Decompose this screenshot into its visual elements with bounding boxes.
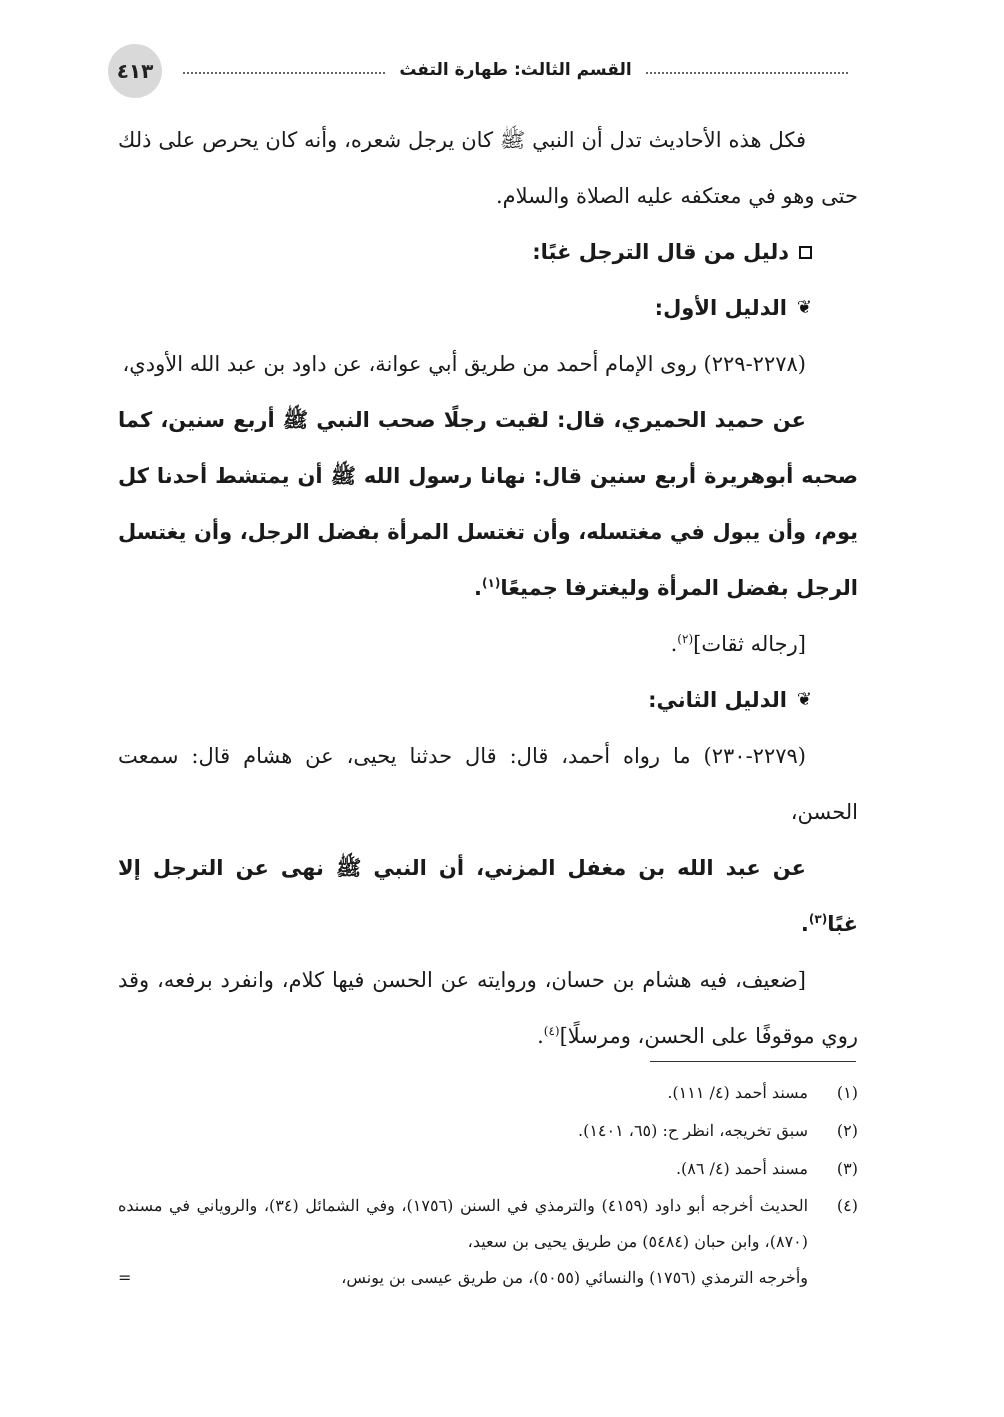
proof-heading bbox=[118, 280, 858, 336]
hadith-chain: (٢٢٧٩-٢٣٠) ما رواه أحمد، قال: قال حدثنا يحيى، عن هشام قال: سمعت الحسن، bbox=[118, 744, 858, 824]
section-heading bbox=[118, 224, 858, 280]
footnote-number: (٢) bbox=[836, 1121, 858, 1140]
continues-mark: = bbox=[118, 1268, 132, 1287]
footnote-continuation-text: وأخرجه الترمذي (١٧٥٦) والنسائي (٥٠٥٥)، من طريق عيسى بن يونس، bbox=[341, 1268, 808, 1287]
grading-text: [ضعيف، فيه هشام بن حسان، وروايته عن الحسن فيها كلام، وانفرد برفعه، وقد روي موقوفًا على الحسن، ومرسلًا] bbox=[118, 968, 858, 1048]
footnote-ref[interactable]: (٣) bbox=[808, 912, 828, 926]
checkbox-square-icon bbox=[799, 246, 812, 259]
running-header bbox=[183, 56, 848, 84]
leaf-ornament-icon: ❦ bbox=[796, 297, 812, 318]
proof-heading bbox=[118, 672, 858, 728]
footnote-ref[interactable]: (٤) bbox=[543, 1024, 560, 1038]
leaf-ornament-icon: ❦ bbox=[796, 689, 812, 710]
page-number-badge: ٤١٣ bbox=[108, 44, 162, 98]
footnote-divider bbox=[650, 1061, 856, 1062]
chapter-title: القسم الثالث: طهارة التفث bbox=[399, 60, 632, 80]
grading-note: [ضعيف، فيه هشام بن حسان، وروايته عن الحسن فيها كلام، وانفرد برفعه، وقد روي موقوفًا على الحسن، ومرسلًا]$^{(٤)}$. bbox=[118, 968, 858, 1048]
grading-note: [رجاله ثقات]$^{(٢)}$. bbox=[670, 632, 806, 656]
footnote-number: (٣) bbox=[836, 1159, 858, 1178]
footnote-item bbox=[118, 1112, 858, 1150]
header-dots-right bbox=[646, 72, 848, 74]
footnote-continuation bbox=[118, 1260, 858, 1296]
footnote-text: مسند أحمد (٤/ ٨٦). bbox=[675, 1159, 808, 1178]
footnote-number: (٤) bbox=[836, 1196, 858, 1215]
paragraph: فكل هذه الأحاديث تدل أن النبي ﷺ كان يرجل شعره، وأنه كان يحرص على ذلك حتى وهو في معتكفه عليه الصلاة والسلام. bbox=[118, 128, 858, 208]
proof-heading-text: الدليل الأول: bbox=[654, 296, 787, 320]
grading-text: [رجاله ثقات] bbox=[693, 632, 806, 656]
footnote-text: مسند أحمد (٤/ ١١١). bbox=[667, 1083, 808, 1102]
hadith-body: عن عبد الله بن مغفل المزني، أن النبي ﷺ نهى عن الترجل إلا غبًا bbox=[118, 856, 858, 936]
page-header bbox=[108, 44, 848, 104]
hadith-body: عن حميد الحميري، قال: لقيت رجلًا صحب النبي ﷺ أربع سنين، كما صحبه أبوهريرة أربع سنين قال: نهانا رسول الله ﷺ أن يمتشط أحدنا كل يوم، وأن يبول في مغتسله، وأن تغتسل المرأة بفضل الرجل، وأن يغتسل الرجل بفضل المرأة وليغترفا جميعًا bbox=[118, 408, 858, 600]
main-text bbox=[118, 112, 858, 1064]
footnote-item bbox=[118, 1150, 858, 1188]
footnote-text: سبق تخريجه، انظر ح: (٦٥، ١٤٠١). bbox=[577, 1121, 808, 1140]
section-heading-text: دليل من قال الترجل غبًا: bbox=[532, 240, 789, 264]
hadith-text: عن عبد الله بن مغفل المزني، أن النبي ﷺ نهى عن الترجل إلا غبًا$^{(٣)}$. bbox=[118, 856, 858, 936]
footnote-text: الحديث أخرجه أبو داود (٤١٥٩) والترمذي في السنن (١٧٥٦)، وفي الشمائل (٣٤)، والروياني في مسنده (٨٧٠)، وابن حبان (٥٤٨٤) من طريق يحيى بن سعيد، bbox=[118, 1196, 809, 1251]
hadith-chain: (٢٢٧٨-٢٢٩) روى الإمام أحمد من طريق أبي عوانة، عن داود بن عبد الله الأودي، bbox=[122, 352, 806, 376]
proof-heading-text: الدليل الثاني: bbox=[648, 688, 787, 712]
footnotes bbox=[118, 1074, 858, 1296]
footnote-item bbox=[118, 1188, 858, 1260]
footnote-ref[interactable]: (٢) bbox=[677, 632, 694, 646]
footnote-number: (١) bbox=[836, 1083, 858, 1102]
footnote-ref[interactable]: (١) bbox=[482, 576, 501, 590]
header-dots-left bbox=[183, 72, 385, 74]
hadith-text: عن حميد الحميري، قال: لقيت رجلًا صحب النبي ﷺ أربع سنين، كما صحبه أبوهريرة أربع سنين قال: نهانا رسول الله ﷺ أن يمتشط أحدنا كل يوم، وأن يبول في مغتسله، وأن تغتسل المرأة بفضل الرجل، وأن يغتسل الرجل بفضل المرأة وليغترفا جميعًا$^{(١)}$. bbox=[118, 408, 858, 600]
footnote-item bbox=[118, 1074, 858, 1112]
